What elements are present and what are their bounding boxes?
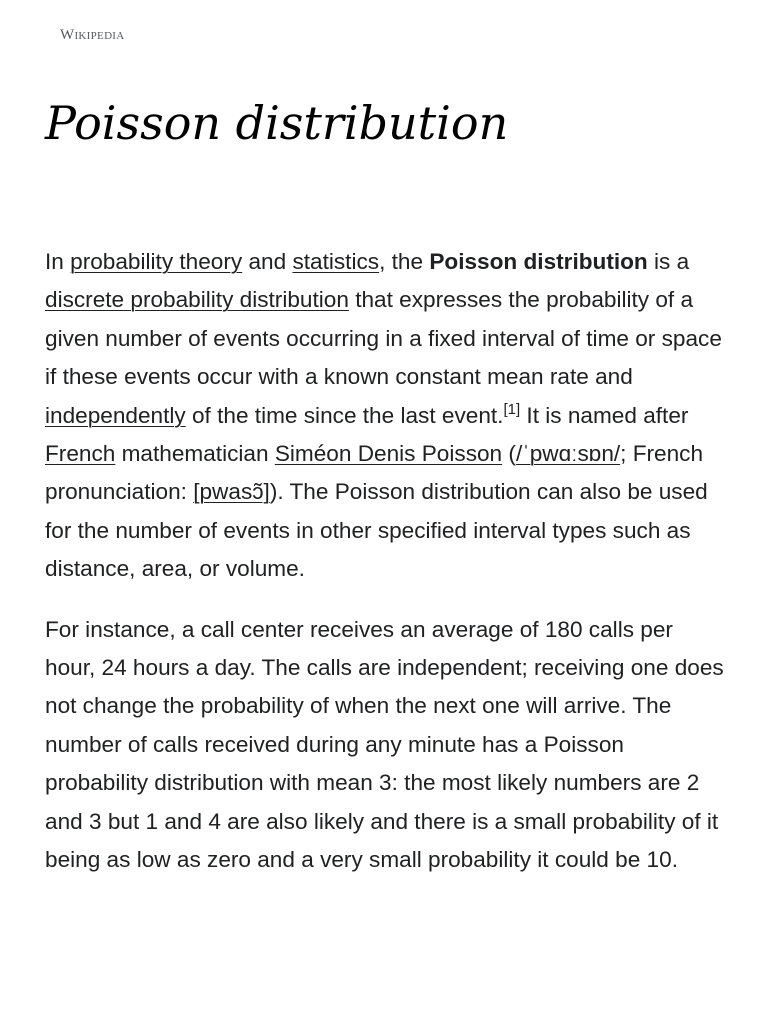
bold-term: Poisson distribution	[429, 249, 648, 274]
text-segment: (	[502, 441, 516, 467]
example-paragraph: For instance, a call center receives an average of 180 calls per hour, 24 hours a day. The calls are independent; receiving one does not change the probability of when the next one will arrive. The number of calls received during any minute has a Poisson probability distribution with mean 3: the most likely numbers are 2 and 3 but 1 and 4 are also likely and there is a small probability of it being as low as zero and a very small probability it could be 10.	[45, 616, 724, 873]
link-ipa-english-pronunciation[interactable]: /ˈpwɑːsɒn/	[515, 441, 621, 467]
link-discrete-probability-distribution[interactable]: discrete probability distribution	[45, 287, 349, 313]
text-segment: and	[242, 249, 293, 274]
text-segment: , the	[379, 249, 430, 274]
text-segment: ; French pronunciation:	[45, 441, 704, 505]
text-segment: It is named after	[520, 402, 689, 428]
link-independently[interactable]: independently	[45, 402, 186, 428]
text-segment: that expresses the probability of a given number of events occurring in a fixed interval of time or space if these events occur with a known constant mean rate and	[45, 287, 722, 390]
link-simeon-denis-poisson[interactable]: Siméon Denis Poisson	[274, 441, 503, 467]
text-segment: ). The Poisson distribution can also be used for the number of events in other specified interval types such as distance, area, or volume.	[45, 479, 708, 582]
link-statistics[interactable]: statistics	[292, 249, 380, 274]
intro-paragraph	[45, 243, 727, 589]
site-header	[60, 26, 125, 48]
reference-link-1[interactable]: [1]	[503, 400, 521, 418]
text-segment: mathematician	[115, 441, 275, 467]
text-segment: of the time since the last event.	[185, 402, 504, 428]
wikipedia-wordmark-logo[interactable]: Wikipedia	[60, 27, 125, 43]
article-content	[45, 243, 727, 902]
text-segment: In	[45, 249, 71, 274]
text-segment: is a	[647, 249, 690, 274]
page-title: Poisson distribution	[45, 96, 509, 150]
link-probability-theory[interactable]: probability theory	[70, 249, 243, 274]
link-french[interactable]: French	[45, 441, 116, 467]
link-ipa-french-pronunciation[interactable]: [pwasɔ̃]	[193, 479, 270, 505]
